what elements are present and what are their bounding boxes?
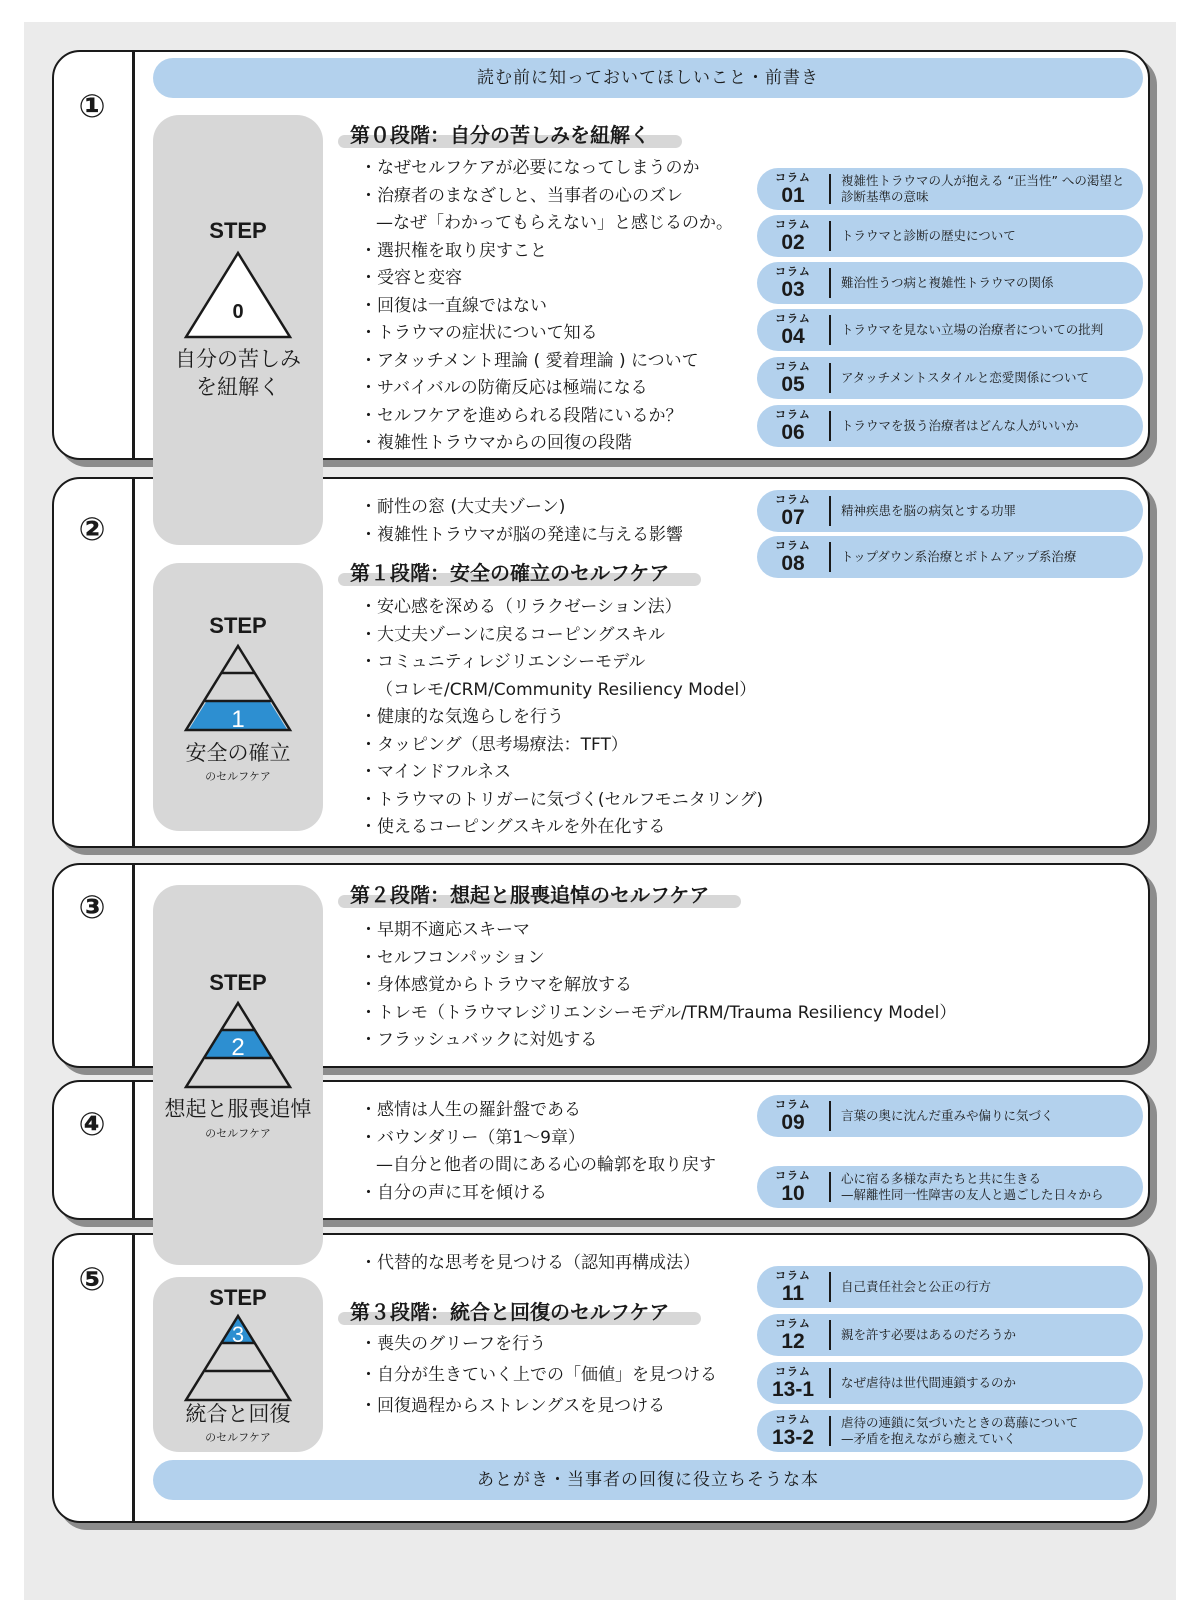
column-title: 言葉の奥に沈んだ重みや偏りに気づく xyxy=(841,1108,1054,1123)
list-item[interactable]: ・選択権を取り戻すこと xyxy=(360,240,547,261)
list-item[interactable]: ・回復は一直線ではない xyxy=(360,295,547,316)
item-list-section-4 xyxy=(360,1097,716,1207)
list-item[interactable]: ・喪失のグリーフを行う xyxy=(360,1334,547,1354)
list-item[interactable]: ・代替的な思考を見つける（認知再構成法） xyxy=(360,1253,700,1273)
column-separator xyxy=(829,1272,831,1302)
list-item[interactable]: ・タッピング（思考場療法：TFT） xyxy=(360,734,628,755)
column-pill-11[interactable] xyxy=(757,1266,1143,1308)
triangle-step-0-icon xyxy=(183,250,293,340)
section-number-2: ② xyxy=(78,510,106,548)
step-name: 自分の苦しみ を紐解く xyxy=(175,347,301,399)
section-divider xyxy=(132,50,135,460)
column-tag: コラム 04 xyxy=(775,312,811,348)
column-tag: コラム 05 xyxy=(775,360,811,396)
stage-0-heading: 第０段階：自分の苦しみを紐解く xyxy=(338,120,662,150)
column-pill-04[interactable] xyxy=(757,309,1143,351)
column-title: 虐待の連鎖に気づいたときの葛藤について —矛盾を抱えながら癒えていく xyxy=(841,1415,1079,1446)
step-label: STEP xyxy=(209,218,267,243)
list-item[interactable]: （コレモ/CRM/Community Resiliency Model） xyxy=(376,679,757,700)
list-item[interactable]: ・サバイバルの防衛反応は極端になる xyxy=(360,378,648,398)
list-item[interactable]: ・回復過程からストレングスを見つける xyxy=(360,1396,666,1416)
column-tag: コラム 07 xyxy=(775,493,811,529)
item-list-section-5a xyxy=(360,1250,700,1278)
column-title: 精神疾患を脳の病気とする功罪 xyxy=(841,503,1017,518)
step-sub: のセルフケア xyxy=(205,1127,271,1140)
list-item[interactable]: —なぜ「わかってもらえない」と感じるのか。 xyxy=(376,213,733,233)
column-tag: コラム 03 xyxy=(775,265,811,301)
column-pill-09[interactable] xyxy=(757,1095,1143,1137)
list-item[interactable]: ・大丈夫ゾーンに戻るコーピングスキル xyxy=(360,624,665,645)
list-item[interactable]: ・アタッチメント理論 ( 愛着理論 ) について xyxy=(360,350,699,371)
column-title: トップダウン系治療とボトムアップ系治療 xyxy=(841,549,1077,564)
column-separator xyxy=(829,542,831,572)
column-pill-07[interactable] xyxy=(757,490,1143,532)
list-item[interactable]: ・治療者のまなざしと、当事者の心のズレ xyxy=(360,185,683,206)
item-list-section-2a xyxy=(360,494,683,549)
list-item[interactable]: ・セルフコンパッション xyxy=(360,947,545,968)
list-item[interactable]: ・耐性の窓 (大丈夫ゾーン) xyxy=(360,497,566,517)
column-tag: コラム 02 xyxy=(775,218,811,254)
column-tag: コラム 01 xyxy=(775,171,811,207)
column-separator xyxy=(829,268,831,298)
column-tag: コラム 06 xyxy=(775,408,811,444)
list-item[interactable]: ・健康的な気逸らしを行う xyxy=(360,707,564,727)
step-3-panel xyxy=(153,1277,323,1452)
step-name: 安全の確立 xyxy=(185,741,291,765)
list-item[interactable]: ・使えるコーピングスキルを外在化する xyxy=(360,817,666,837)
column-tag: コラム 13-2 xyxy=(771,1413,815,1449)
list-item[interactable]: ・トラウマの症状について知る xyxy=(360,323,598,343)
column-tag: コラム 09 xyxy=(775,1098,811,1134)
list-item[interactable]: ・コミュニティレジリエンシーモデル xyxy=(360,652,646,672)
step-number: 0 xyxy=(232,301,244,323)
list-item[interactable]: ・身体感覚からトラウマを解放する xyxy=(360,975,632,995)
column-separator xyxy=(829,1368,831,1398)
section-divider xyxy=(132,1233,135,1523)
column-separator xyxy=(829,411,831,441)
column-separator xyxy=(829,1416,831,1446)
list-item[interactable]: ・セルフケアを進められる段階にいるか？ xyxy=(360,405,683,426)
stage-1-heading: 第１段階：安全の確立のセルフケア xyxy=(338,558,681,588)
section-number-5: ⑤ xyxy=(78,1260,106,1298)
step-name: 想起と服喪追悼 xyxy=(164,1097,312,1121)
column-pill-13-2[interactable] xyxy=(757,1410,1143,1452)
column-separator xyxy=(829,1172,831,1202)
triangle-step-2-icon xyxy=(183,1000,293,1090)
step-0-panel xyxy=(153,115,323,545)
list-item[interactable]: ・自分が生きていく上での「価値」を見つける xyxy=(360,1365,717,1385)
column-pill-10[interactable] xyxy=(757,1166,1143,1208)
step-number: 3 xyxy=(231,1322,245,1347)
list-item[interactable]: ・安心感を深める（リラクゼーション法） xyxy=(360,597,682,617)
step-2-panel xyxy=(153,885,323,1265)
column-tag: コラム 11 xyxy=(775,1269,811,1305)
column-title: アタッチメントスタイルと恋愛関係について xyxy=(841,370,1090,385)
column-pill-03[interactable] xyxy=(757,262,1143,304)
column-tag: コラム 12 xyxy=(775,1317,811,1353)
column-tag: コラム 08 xyxy=(775,539,811,575)
stage-2-heading: 第２段階：想起と服喪追悼のセルフケア xyxy=(338,880,721,910)
step-sub: のセルフケア xyxy=(205,1431,271,1444)
column-pill-12[interactable] xyxy=(757,1314,1143,1356)
foreword-banner[interactable]: 読む前に知っておいてほしいこと・前書き xyxy=(153,58,1143,98)
section-number-1: ① xyxy=(78,87,106,125)
column-separator xyxy=(829,221,831,251)
step-name: 統合と回復 xyxy=(185,1402,291,1426)
column-tag: コラム 10 xyxy=(775,1169,811,1205)
step-number: 1 xyxy=(231,706,245,733)
column-separator xyxy=(829,315,831,345)
list-item[interactable]: ・受容と変容 xyxy=(360,268,462,288)
step-sub: のセルフケア xyxy=(205,770,271,783)
column-title: 自己責任社会と公正の行方 xyxy=(841,1279,992,1294)
list-item[interactable]: ・トラウマのトリガーに気づく(セルフモニタリング) xyxy=(360,789,764,810)
section-number-4: ④ xyxy=(78,1105,106,1143)
list-item[interactable]: ・自分の声に耳を傾ける xyxy=(360,1182,547,1203)
afterword-banner[interactable]: あとがき・当事者の回復に役立ちそうな本 xyxy=(153,1460,1143,1500)
list-item[interactable]: —自分と他者の間にある心の輪郭を取り戻す xyxy=(376,1155,716,1175)
column-tag: コラム 13-1 xyxy=(771,1365,815,1401)
column-title: 複雑性トラウマの人が抱える “正当性” への渇望と 診断基準の意味 xyxy=(841,173,1125,204)
section-divider xyxy=(132,863,135,1068)
list-item[interactable]: ・なぜセルフケアが必要になってしまうのか xyxy=(360,158,700,178)
step-1-panel xyxy=(153,563,323,831)
column-pill-01[interactable] xyxy=(757,168,1143,210)
column-separator xyxy=(829,363,831,393)
item-list-section-1 xyxy=(360,155,733,458)
item-list-section-5b xyxy=(360,1329,717,1422)
step-label: STEP xyxy=(209,970,267,995)
column-title: 心に宿る多様な声たちと共に生きる —解離性同一性障害の友人と過ごした日々から xyxy=(841,1171,1104,1202)
list-item[interactable]: ・複雑性トラウマが脳の発達に与える影響 xyxy=(360,524,683,545)
column-title: トラウマと診断の歴史について xyxy=(841,228,1016,243)
list-item[interactable]: ・感情は人生の羅針盤である xyxy=(360,1100,581,1120)
list-item[interactable]: ・フラッシュバックに対処する xyxy=(360,1030,598,1050)
item-list-section-2b xyxy=(360,594,763,842)
list-item[interactable]: ・複雑性トラウマからの回復の段階 xyxy=(360,433,632,453)
column-title: なぜ虐待は世代間連鎖するのか xyxy=(841,1375,1017,1390)
column-separator xyxy=(829,174,831,204)
section-divider xyxy=(132,1080,135,1220)
column-title: トラウマを扱う治療者はどんな人がいいか xyxy=(841,418,1079,433)
list-item[interactable]: ・早期不適応スキーマ xyxy=(360,920,530,940)
section-divider xyxy=(132,477,135,848)
list-item[interactable]: ・マインドフルネス xyxy=(360,762,511,782)
section-number-3: ③ xyxy=(78,888,106,926)
step-number: 2 xyxy=(231,1034,245,1061)
column-pill-02[interactable] xyxy=(757,215,1143,257)
column-title: トラウマを見ない立場の治療者についての批判 xyxy=(841,322,1104,337)
stage-3-heading: 第３段階：統合と回復のセルフケア xyxy=(338,1297,681,1327)
step-label: STEP xyxy=(209,1285,267,1310)
triangle-step-3-icon xyxy=(183,1313,293,1403)
column-pill-13-1[interactable] xyxy=(757,1362,1143,1404)
column-title: 親を許す必要はあるのだろうか xyxy=(841,1327,1017,1342)
step-label: STEP xyxy=(209,613,267,638)
column-separator xyxy=(829,1101,831,1131)
column-separator xyxy=(829,1320,831,1350)
column-pill-05[interactable] xyxy=(757,357,1143,399)
column-pill-08[interactable] xyxy=(757,536,1143,578)
column-title: 難治性うつ病と複雑性トラウマの関係 xyxy=(841,275,1054,290)
triangle-step-1-icon xyxy=(183,643,293,733)
column-separator xyxy=(829,496,831,526)
list-item[interactable]: ・トレモ（トラウマレジリエンシーモデル/TRM/Trauma Resiliency Model） xyxy=(360,1002,957,1023)
column-pill-06[interactable] xyxy=(757,405,1143,447)
list-item[interactable]: ・バウンダリー（第1～9章） xyxy=(360,1127,585,1148)
item-list-section-3 xyxy=(360,917,956,1055)
